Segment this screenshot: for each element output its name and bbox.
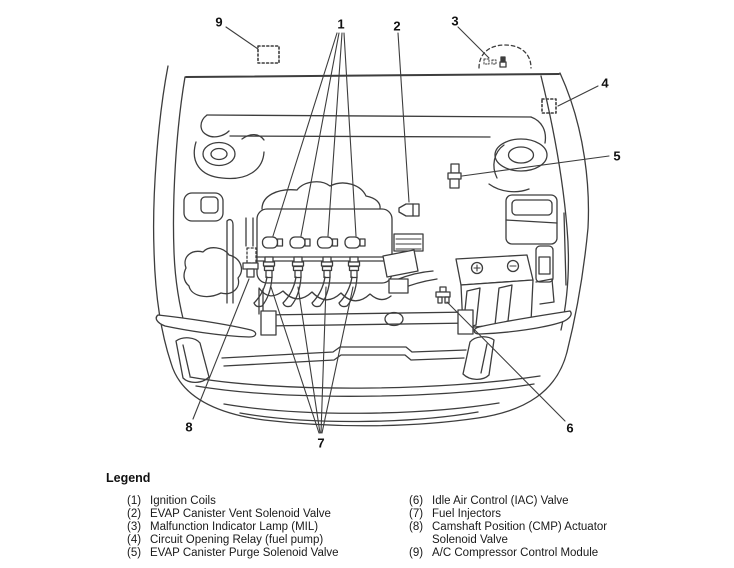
- legend: [106, 471, 666, 559]
- legend-item-number: (9): [409, 547, 424, 559]
- cmp-solenoid-icon: [243, 248, 258, 277]
- hood-cowl-lines: [186, 74, 559, 143]
- legend-item-label: A/C Compressor Control Module: [432, 547, 599, 559]
- legend-item-label: Camshaft Position (CMP) Actuator Solenoid Valve: [432, 521, 608, 546]
- legend-item-4: [127, 534, 405, 547]
- legend-item-number: (2): [127, 508, 142, 520]
- legend-item-number: (4): [127, 534, 142, 546]
- legend-item-9: [409, 547, 618, 560]
- legend-item-6: [409, 495, 618, 508]
- legend-item-label: Fuel Injectors: [432, 508, 502, 520]
- legend-item-1: [127, 495, 405, 508]
- callout-1: 1: [337, 16, 345, 32]
- legend-column-left: [127, 495, 405, 560]
- callout-6: 6: [566, 420, 574, 436]
- legend-item-label: EVAP Canister Vent Solenoid Valve: [150, 508, 331, 520]
- legend-item-number: (3): [127, 521, 142, 533]
- left-headlight: [156, 315, 255, 337]
- legend-item-5: [127, 547, 405, 560]
- legend-title: Legend: [106, 471, 151, 485]
- legend-item-number: (5): [127, 547, 142, 559]
- legend-item-number: (6): [409, 495, 424, 507]
- callout-5: 5: [613, 148, 621, 164]
- legend-item-label: Ignition Coils: [150, 495, 216, 507]
- callout-2: 2: [393, 18, 401, 34]
- front-fascia: [156, 310, 571, 422]
- legend-item-label: Malfunction Indicator Lamp (MIL): [150, 521, 319, 533]
- legend-item-number: (7): [409, 508, 424, 520]
- callout-8: 8: [185, 419, 193, 435]
- legend-item-number: (1): [127, 495, 142, 507]
- strut-tower-left: [194, 135, 264, 179]
- callout-3: 3: [451, 13, 459, 29]
- legend-item-label: EVAP Canister Purge Solenoid Valve: [150, 547, 339, 559]
- legend-item-3: [127, 521, 405, 534]
- callout-7: 7: [317, 435, 325, 451]
- evap-vent-solenoid-icon: [399, 204, 419, 216]
- reservoir-and-left-accessories: [184, 193, 253, 303]
- ac-compressor-module-marker: [258, 46, 279, 63]
- callout-4: 4: [601, 75, 609, 91]
- legend-item-label: Circuit Opening Relay (fuel pump): [150, 534, 324, 546]
- legend-item-2: [127, 508, 405, 521]
- evap-purge-solenoid-icon: [448, 164, 461, 188]
- legend-item-7: [409, 508, 618, 521]
- legend-item-number: (8): [409, 521, 424, 533]
- legend-item-label: Idle Air Control (IAC) Valve: [432, 495, 569, 507]
- legend-column-right: [409, 495, 618, 560]
- callout-9: 9: [215, 14, 223, 30]
- legend-item-8: [409, 521, 618, 547]
- iac-valve-icon: [436, 287, 450, 303]
